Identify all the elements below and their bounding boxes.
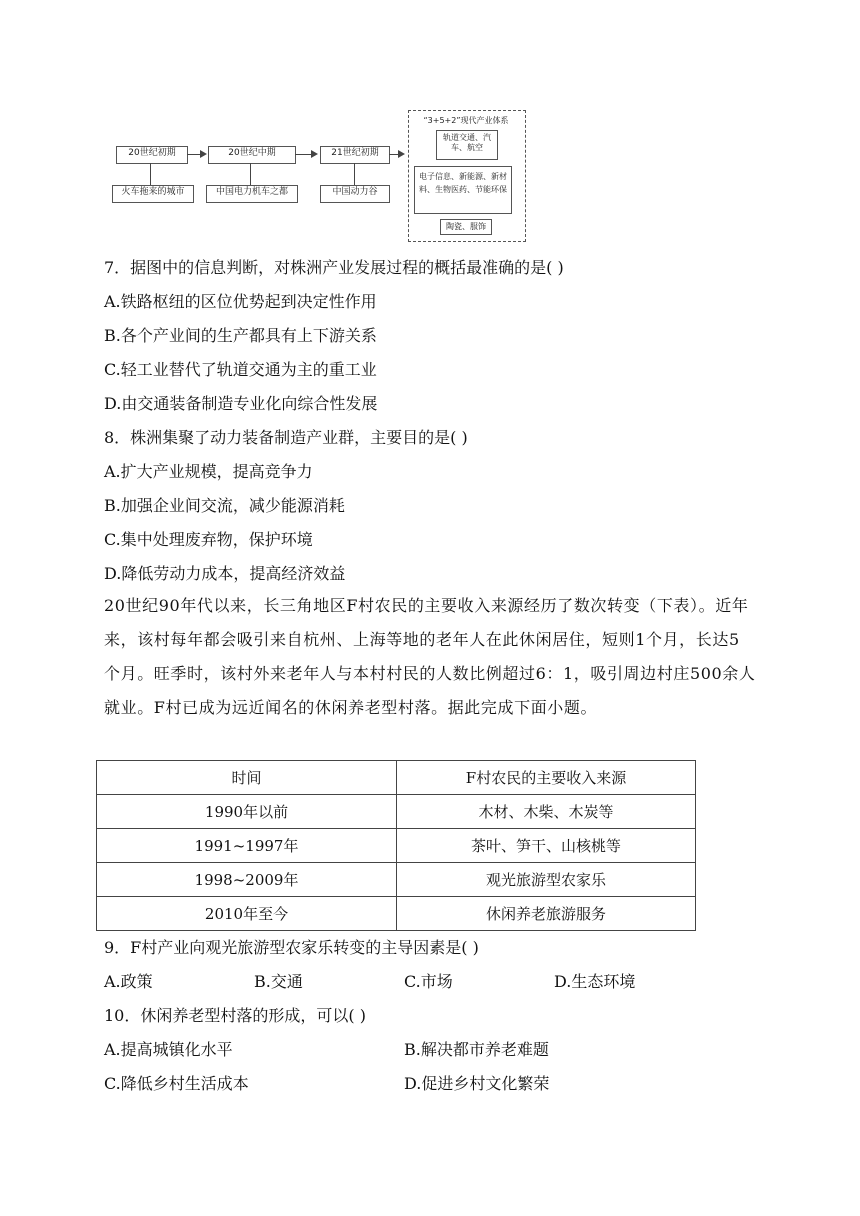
- question-7-stem: 7．据图中的信息判断，对株洲产业发展过程的概括最准确的是( ): [104, 258, 564, 277]
- stage-desc-box-2: [206, 185, 298, 203]
- question-10-option-b: B.解决都市养老难题: [404, 1040, 549, 1059]
- question-9-option-c: C.市场: [404, 972, 453, 991]
- stage-desc-3: 中国动力谷: [332, 187, 378, 197]
- stage-desc-box-3: [320, 185, 390, 203]
- industry-box-2: [414, 166, 512, 214]
- industry-development-diagram: [108, 108, 528, 244]
- connector: [250, 163, 251, 185]
- stage-desc-2: 中国电力机车之都: [215, 187, 288, 197]
- question-9-stem: 9．F村产业向观光旅游型农家乐转变的主导因素是( ): [104, 938, 479, 957]
- stage-box-1: [116, 146, 188, 164]
- table-header: 时间: [97, 761, 397, 795]
- table-row: [97, 897, 696, 931]
- arrow-icon: [200, 150, 207, 158]
- industry-box-2-text: 电子信息、新能源、新材料、生物医药、节能环保: [419, 172, 507, 194]
- question-7-option-a: A.铁路枢纽的区位优势起到决定性作用: [104, 292, 377, 311]
- table-cell: 1998~2009年: [97, 863, 397, 897]
- table-cell: 观光旅游型农家乐: [397, 863, 696, 897]
- table-cell: 木材、木柴、木炭等: [397, 795, 696, 829]
- question-10-option-c: C.降低乡村生活成本: [104, 1074, 249, 1093]
- arrow-icon: [311, 150, 318, 158]
- connector: [354, 163, 355, 185]
- table-row: [97, 795, 696, 829]
- question-8-option-d: D.降低劳动力成本，提高经济效益: [104, 564, 346, 583]
- industry-system-title: [411, 114, 521, 127]
- question-9-option-a: A.政策: [104, 972, 153, 991]
- table-cell: 1991~1997年: [97, 829, 397, 863]
- income-source-table: [96, 760, 696, 931]
- connector: [150, 163, 151, 185]
- question-7-option-d: D.由交通装备制造专业化向综合性发展: [104, 394, 378, 413]
- question-8-option-c: C.集中处理废弃物，保护环境: [104, 530, 313, 549]
- passage-text: 20世纪90年代以来，长三角地区F村农民的主要收入来源经历了数次转变（下表）。近年来，该村每年都会吸引来自杭州、上海等地的老年人在此休闲居住，短则1个月，长达5个月。旺季时，该村外来老年人与本村村民的人数比例超过6：1，吸引周边村庄500余人就业。F村已成为远近闻名的休闲养老型村落。据此完成下面小题。: [104, 596, 756, 717]
- table-cell: 1990年以前: [97, 795, 397, 829]
- table-cell: 2010年至今: [97, 897, 397, 931]
- industry-box-1-text: 轨道交通、汽车、航空: [443, 133, 491, 152]
- question-7-option-b: B.各个产业间的生产都具有上下游关系: [104, 326, 377, 345]
- stage-box-2: [208, 146, 296, 164]
- table-row: [97, 829, 696, 863]
- question-9-option-d: D.生态环境: [554, 972, 636, 991]
- question-8-option-a: A.扩大产业规模，提高竞争力: [104, 462, 313, 481]
- industry-system-title-text: “3+5+2”现代产业体系: [423, 116, 509, 125]
- stage-label-2: 20世纪中期: [228, 148, 276, 158]
- stage-box-3: [320, 146, 390, 164]
- question-8-stem: 8．株洲集聚了动力装备制造产业群，主要目的是( ): [104, 428, 468, 447]
- stage-label-3: 21世纪初期: [331, 148, 379, 158]
- stage-desc-box-1: [112, 185, 194, 203]
- industry-box-3: [440, 219, 492, 235]
- table-header-row: [97, 761, 696, 795]
- table-cell: 茶叶、笋干、山核桃等: [397, 829, 696, 863]
- stage-desc-1: 火车拖来的城市: [121, 187, 185, 197]
- question-10-option-d: D.促进乡村文化繁荣: [404, 1074, 550, 1093]
- question-8-option-b: B.加强企业间交流，减少能源消耗: [104, 496, 345, 515]
- connector: [187, 154, 201, 155]
- table-cell: 休闲养老旅游服务: [397, 897, 696, 931]
- question-9-option-b: B.交通: [254, 972, 303, 991]
- industry-box-1: [436, 130, 498, 160]
- industry-box-3-text: 陶瓷、服饰: [446, 222, 486, 231]
- question-10-stem: 10．休闲养老型村落的形成，可以( ): [104, 1006, 366, 1025]
- arrow-icon: [398, 150, 405, 158]
- connector: [295, 154, 312, 155]
- table-row: [97, 863, 696, 897]
- table-header: F村农民的主要收入来源: [397, 761, 696, 795]
- question-10-option-a: A.提高城镇化水平: [104, 1040, 233, 1059]
- question-7-option-c: C.轻工业替代了轨道交通为主的重工业: [104, 360, 377, 379]
- stage-label-1: 20世纪初期: [128, 148, 176, 158]
